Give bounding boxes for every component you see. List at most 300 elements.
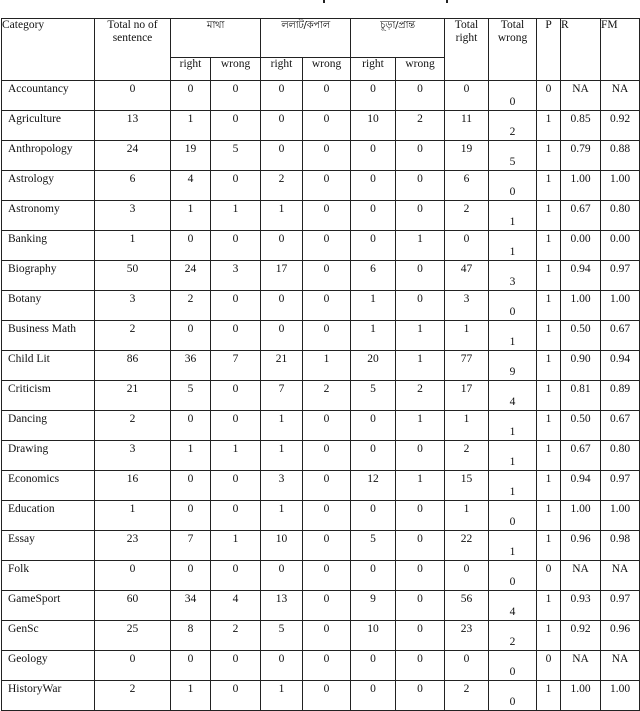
cell-p: 1	[537, 501, 561, 531]
table-row	[2, 261, 640, 291]
cell-lalat-right: 0	[261, 561, 303, 591]
cell-total-wrong: 0	[489, 171, 537, 201]
cell-matha-wrong: 3	[211, 261, 261, 291]
cell-total-wrong: 4	[489, 381, 537, 411]
cell-lalat-wrong: 0	[303, 471, 351, 501]
cell-total-sentence: 23	[95, 531, 171, 561]
cell-matha-wrong: 0	[211, 501, 261, 531]
cell-r: NA	[561, 651, 601, 681]
cell-matha-wrong: 0	[211, 681, 261, 711]
cell-total-right: 3	[445, 291, 489, 321]
cell-matha-wrong: 0	[211, 381, 261, 411]
cell-chura-wrong: 0	[396, 171, 445, 201]
cell-lalat-wrong: 0	[303, 171, 351, 201]
cell-lalat-right: 1	[261, 441, 303, 471]
cell-lalat-right: 0	[261, 321, 303, 351]
cell-lalat-wrong: 0	[303, 321, 351, 351]
table-row	[2, 681, 640, 711]
cell-category: Education	[2, 501, 95, 531]
cell-total-wrong: 5	[489, 141, 537, 171]
cell-category: Child Lit	[2, 351, 95, 381]
cell-chura-wrong: 0	[396, 621, 445, 651]
cell-matha-right: 0	[171, 651, 211, 681]
cell-lalat-wrong: 0	[303, 231, 351, 261]
cell-total-wrong: 9	[489, 351, 537, 381]
cell-matha-right: 0	[171, 501, 211, 531]
cell-total-sentence: 2	[95, 411, 171, 441]
cell-total-wrong: 0	[489, 681, 537, 711]
cell-chura-wrong: 0	[396, 501, 445, 531]
cell-lalat-right: 17	[261, 261, 303, 291]
cell-category: Banking	[2, 231, 95, 261]
table-row	[2, 171, 640, 201]
cell-matha-wrong: 0	[211, 111, 261, 141]
cell-matha-wrong: 0	[211, 321, 261, 351]
cell-p: 1	[537, 231, 561, 261]
cell-total-wrong: 1	[489, 231, 537, 261]
cell-lalat-right: 7	[261, 381, 303, 411]
cell-matha-right: 24	[171, 261, 211, 291]
cell-total-wrong: 0	[489, 81, 537, 111]
cell-matha-wrong: 1	[211, 441, 261, 471]
cell-lalat-right: 0	[261, 651, 303, 681]
cell-total-wrong: 3	[489, 261, 537, 291]
cell-fm: NA	[601, 651, 640, 681]
cell-matha-wrong: 1	[211, 531, 261, 561]
cell-total-right: 2	[445, 201, 489, 231]
cell-fm: 0.97	[601, 261, 640, 291]
caption-glyph-fragment	[446, 0, 448, 3]
cell-matha-right: 0	[171, 561, 211, 591]
cell-lalat-right: 3	[261, 471, 303, 501]
table-row	[2, 291, 640, 321]
cell-matha-right: 8	[171, 621, 211, 651]
cell-category: Essay	[2, 531, 95, 561]
table-header	[2, 19, 640, 81]
cell-chura-wrong: 0	[396, 261, 445, 291]
header-total-wrong: Total wrong	[489, 19, 537, 81]
cell-total-sentence: 2	[95, 321, 171, 351]
cell-lalat-wrong: 1	[303, 351, 351, 381]
caption-glyph-fragment	[323, 0, 325, 3]
table-row	[2, 561, 640, 591]
cell-lalat-right: 0	[261, 81, 303, 111]
cell-fm: 1.00	[601, 501, 640, 531]
cell-category: Anthropology	[2, 141, 95, 171]
cell-lalat-right: 0	[261, 141, 303, 171]
cell-chura-right: 0	[351, 411, 396, 441]
cell-matha-wrong: 7	[211, 351, 261, 381]
cell-total-wrong: 0	[489, 561, 537, 591]
cell-lalat-right: 0	[261, 111, 303, 141]
cell-p: 1	[537, 111, 561, 141]
cell-chura-right: 6	[351, 261, 396, 291]
cell-matha-right: 1	[171, 441, 211, 471]
cell-category: Agriculture	[2, 111, 95, 141]
cell-total-wrong: 1	[489, 531, 537, 561]
table-row	[2, 351, 640, 381]
cell-category: Botany	[2, 291, 95, 321]
cell-chura-wrong: 0	[396, 651, 445, 681]
cell-fm: 0.67	[601, 411, 640, 441]
cell-total-sentence: 86	[95, 351, 171, 381]
cell-total-wrong: 1	[489, 471, 537, 501]
cell-category: Dancing	[2, 411, 95, 441]
cell-total-sentence: 16	[95, 471, 171, 501]
header-group-lalat: ললাট/কপাল	[261, 19, 351, 58]
header-fm: FM	[601, 19, 640, 81]
cell-total-right: 56	[445, 591, 489, 621]
cell-fm: 0.67	[601, 321, 640, 351]
cell-total-sentence: 21	[95, 381, 171, 411]
cell-total-wrong: 1	[489, 321, 537, 351]
cell-fm: 1.00	[601, 291, 640, 321]
cell-chura-wrong: 0	[396, 681, 445, 711]
cell-lalat-wrong: 0	[303, 681, 351, 711]
cell-chura-right: 5	[351, 381, 396, 411]
cell-lalat-right: 10	[261, 531, 303, 561]
cell-r: 0.00	[561, 231, 601, 261]
subheader-chura-right: right	[351, 58, 396, 81]
cell-chura-wrong: 1	[396, 321, 445, 351]
cell-total-sentence: 3	[95, 201, 171, 231]
cell-category: Folk	[2, 561, 95, 591]
cell-matha-wrong: 0	[211, 411, 261, 441]
cell-p: 0	[537, 651, 561, 681]
cell-total-wrong: 4	[489, 591, 537, 621]
cell-r: 1.00	[561, 171, 601, 201]
cell-total-right: 0	[445, 561, 489, 591]
cell-r: 1.00	[561, 501, 601, 531]
cell-chura-wrong: 0	[396, 591, 445, 621]
cell-fm: 0.97	[601, 591, 640, 621]
cell-chura-right: 0	[351, 651, 396, 681]
cell-r: 0.85	[561, 111, 601, 141]
cell-lalat-wrong: 0	[303, 411, 351, 441]
header-group-matha: মাথা	[171, 19, 261, 58]
cell-p: 1	[537, 291, 561, 321]
cell-matha-right: 0	[171, 471, 211, 501]
cell-total-right: 6	[445, 171, 489, 201]
cell-fm: 0.97	[601, 471, 640, 501]
cell-lalat-wrong: 0	[303, 441, 351, 471]
cell-r: 0.50	[561, 321, 601, 351]
cell-lalat-right: 1	[261, 201, 303, 231]
cell-p: 1	[537, 441, 561, 471]
cell-total-sentence: 25	[95, 621, 171, 651]
cell-matha-wrong: 4	[211, 591, 261, 621]
cell-category: Biography	[2, 261, 95, 291]
cell-matha-wrong: 0	[211, 81, 261, 111]
cell-total-sentence: 1	[95, 231, 171, 261]
cell-chura-right: 0	[351, 681, 396, 711]
cell-r: 0.67	[561, 201, 601, 231]
cell-chura-wrong: 2	[396, 381, 445, 411]
cell-r: NA	[561, 561, 601, 591]
cell-matha-right: 7	[171, 531, 211, 561]
cell-r: 1.00	[561, 681, 601, 711]
header-category: Category	[2, 19, 95, 81]
cell-total-wrong: 2	[489, 621, 537, 651]
cell-r: NA	[561, 81, 601, 111]
cell-r: 0.92	[561, 621, 601, 651]
table-row	[2, 531, 640, 561]
cell-matha-right: 2	[171, 291, 211, 321]
cell-r: 0.81	[561, 381, 601, 411]
table-row	[2, 591, 640, 621]
cell-fm: NA	[601, 81, 640, 111]
cell-matha-right: 34	[171, 591, 211, 621]
cropped-caption-fragment	[0, 0, 640, 18]
cell-p: 0	[537, 81, 561, 111]
cell-chura-wrong: 1	[396, 471, 445, 501]
cell-chura-wrong: 0	[396, 201, 445, 231]
cell-lalat-right: 5	[261, 621, 303, 651]
cell-total-wrong: 1	[489, 441, 537, 471]
cell-fm: 0.88	[601, 141, 640, 171]
cell-fm: 0.00	[601, 231, 640, 261]
cell-matha-right: 1	[171, 681, 211, 711]
cell-matha-wrong: 0	[211, 291, 261, 321]
cell-category: Drawing	[2, 441, 95, 471]
cell-fm: 0.94	[601, 351, 640, 381]
cell-total-wrong: 2	[489, 111, 537, 141]
cell-lalat-wrong: 0	[303, 291, 351, 321]
cell-total-wrong: 1	[489, 201, 537, 231]
cell-category: GameSport	[2, 591, 95, 621]
cell-total-right: 1	[445, 501, 489, 531]
cell-lalat-wrong: 0	[303, 261, 351, 291]
cell-p: 1	[537, 201, 561, 231]
cell-lalat-right: 13	[261, 591, 303, 621]
table-row	[2, 201, 640, 231]
cell-chura-right: 0	[351, 561, 396, 591]
cell-category: Astronomy	[2, 201, 95, 231]
table-row	[2, 381, 640, 411]
cell-matha-wrong: 0	[211, 171, 261, 201]
cell-fm: 1.00	[601, 171, 640, 201]
cell-matha-wrong: 5	[211, 141, 261, 171]
cell-category: Economics	[2, 471, 95, 501]
cell-p: 1	[537, 531, 561, 561]
cell-chura-wrong: 0	[396, 291, 445, 321]
cell-chura-right: 9	[351, 591, 396, 621]
cell-chura-wrong: 0	[396, 81, 445, 111]
cell-total-right: 0	[445, 651, 489, 681]
cell-p: 1	[537, 141, 561, 171]
cell-matha-right: 0	[171, 81, 211, 111]
table-row	[2, 651, 640, 681]
cell-lalat-right: 1	[261, 501, 303, 531]
cell-fm: 1.00	[601, 681, 640, 711]
cell-total-sentence: 3	[95, 291, 171, 321]
cell-p: 1	[537, 621, 561, 651]
cell-fm: 0.98	[601, 531, 640, 561]
cell-chura-right: 0	[351, 501, 396, 531]
cell-total-sentence: 50	[95, 261, 171, 291]
cell-total-sentence: 1	[95, 501, 171, 531]
table-row	[2, 411, 640, 441]
cell-total-sentence: 6	[95, 171, 171, 201]
cell-r: 0.67	[561, 441, 601, 471]
table-row	[2, 111, 640, 141]
cell-matha-right: 19	[171, 141, 211, 171]
cell-r: 0.93	[561, 591, 601, 621]
cell-chura-wrong: 2	[396, 111, 445, 141]
cell-total-sentence: 3	[95, 441, 171, 471]
header-p: P	[537, 19, 561, 81]
cell-chura-right: 10	[351, 111, 396, 141]
cell-p: 0	[537, 561, 561, 591]
header-row-main	[2, 19, 640, 58]
cell-matha-right: 4	[171, 171, 211, 201]
cell-chura-right: 12	[351, 471, 396, 501]
cell-r: 0.94	[561, 471, 601, 501]
header-total-right: Total right	[445, 19, 489, 81]
cell-chura-wrong: 0	[396, 141, 445, 171]
cell-total-sentence: 60	[95, 591, 171, 621]
table-row	[2, 141, 640, 171]
cell-matha-right: 0	[171, 321, 211, 351]
cell-fm: 0.89	[601, 381, 640, 411]
cell-r: 1.00	[561, 291, 601, 321]
cell-fm: 0.92	[601, 111, 640, 141]
cell-category: Criticism	[2, 381, 95, 411]
cell-total-sentence: 0	[95, 81, 171, 111]
cell-total-sentence: 24	[95, 141, 171, 171]
subheader-lalat-wrong: wrong	[303, 58, 351, 81]
cell-total-right: 22	[445, 531, 489, 561]
cell-chura-wrong: 1	[396, 411, 445, 441]
cell-lalat-right: 0	[261, 231, 303, 261]
subheader-matha-right: right	[171, 58, 211, 81]
cell-matha-wrong: 1	[211, 201, 261, 231]
cell-fm: 0.80	[601, 441, 640, 471]
cell-matha-wrong: 0	[211, 561, 261, 591]
cell-category: HistoryWar	[2, 681, 95, 711]
cell-lalat-right: 1	[261, 681, 303, 711]
cell-total-right: 0	[445, 81, 489, 111]
cell-lalat-wrong: 0	[303, 591, 351, 621]
cell-total-wrong: 1	[489, 411, 537, 441]
cell-fm: 0.96	[601, 621, 640, 651]
cell-chura-right: 1	[351, 291, 396, 321]
cell-p: 1	[537, 411, 561, 441]
cell-lalat-wrong: 0	[303, 81, 351, 111]
cell-total-wrong: 0	[489, 291, 537, 321]
cell-lalat-right: 21	[261, 351, 303, 381]
cell-total-sentence: 0	[95, 651, 171, 681]
cell-p: 1	[537, 321, 561, 351]
cell-lalat-right: 2	[261, 171, 303, 201]
cell-category: Geology	[2, 651, 95, 681]
cell-total-wrong: 0	[489, 501, 537, 531]
cell-total-right: 19	[445, 141, 489, 171]
cell-category: Accountancy	[2, 81, 95, 111]
cell-matha-right: 5	[171, 381, 211, 411]
cell-total-right: 2	[445, 441, 489, 471]
cell-r: 0.94	[561, 261, 601, 291]
cell-chura-right: 0	[351, 201, 396, 231]
cell-total-wrong: 0	[489, 651, 537, 681]
cell-matha-wrong: 0	[211, 471, 261, 501]
cell-lalat-wrong: 0	[303, 621, 351, 651]
cell-category: GenSc	[2, 621, 95, 651]
cell-total-right: 77	[445, 351, 489, 381]
cell-lalat-wrong: 0	[303, 531, 351, 561]
cell-r: 0.79	[561, 141, 601, 171]
cell-p: 1	[537, 261, 561, 291]
subheader-lalat-right: right	[261, 58, 303, 81]
cell-total-right: 23	[445, 621, 489, 651]
cell-matha-wrong: 2	[211, 621, 261, 651]
cell-p: 1	[537, 171, 561, 201]
cell-total-sentence: 13	[95, 111, 171, 141]
cell-lalat-right: 1	[261, 411, 303, 441]
header-total-sentence: Total no of sentence	[95, 19, 171, 81]
subheader-matha-wrong: wrong	[211, 58, 261, 81]
table-row	[2, 321, 640, 351]
cell-chura-right: 1	[351, 321, 396, 351]
cell-lalat-wrong: 0	[303, 651, 351, 681]
cell-lalat-wrong: 0	[303, 561, 351, 591]
cell-total-sentence: 2	[95, 681, 171, 711]
cell-fm: 0.80	[601, 201, 640, 231]
cell-chura-right: 0	[351, 441, 396, 471]
cell-p: 1	[537, 351, 561, 381]
cell-category: Astrology	[2, 171, 95, 201]
cell-total-right: 11	[445, 111, 489, 141]
cell-total-right: 17	[445, 381, 489, 411]
cell-r: 0.50	[561, 411, 601, 441]
cell-total-sentence: 0	[95, 561, 171, 591]
cell-lalat-right: 0	[261, 291, 303, 321]
cell-chura-wrong: 1	[396, 351, 445, 381]
cell-chura-wrong: 0	[396, 561, 445, 591]
cell-chura-right: 0	[351, 141, 396, 171]
subheader-chura-wrong: wrong	[396, 58, 445, 81]
cell-lalat-wrong: 0	[303, 141, 351, 171]
cell-total-right: 47	[445, 261, 489, 291]
cell-lalat-wrong: 0	[303, 501, 351, 531]
table-row	[2, 81, 640, 111]
cell-matha-right: 1	[171, 201, 211, 231]
cell-p: 1	[537, 681, 561, 711]
results-table	[1, 18, 640, 711]
header-group-chura: চূড়া/প্রান্ত	[351, 19, 445, 58]
cell-chura-wrong: 0	[396, 441, 445, 471]
cell-lalat-wrong: 2	[303, 381, 351, 411]
table-row	[2, 471, 640, 501]
cell-total-right: 1	[445, 321, 489, 351]
cell-matha-right: 1	[171, 111, 211, 141]
cell-p: 1	[537, 591, 561, 621]
table-row	[2, 621, 640, 651]
cell-matha-wrong: 0	[211, 231, 261, 261]
cell-total-right: 1	[445, 411, 489, 441]
cell-chura-right: 20	[351, 351, 396, 381]
cell-lalat-wrong: 0	[303, 111, 351, 141]
cell-chura-wrong: 1	[396, 231, 445, 261]
cell-chura-right: 5	[351, 531, 396, 561]
cell-r: 0.96	[561, 531, 601, 561]
table-row	[2, 441, 640, 471]
cell-lalat-wrong: 0	[303, 201, 351, 231]
cell-category: Business Math	[2, 321, 95, 351]
cell-p: 1	[537, 381, 561, 411]
cell-matha-right: 0	[171, 411, 211, 441]
cell-p: 1	[537, 471, 561, 501]
